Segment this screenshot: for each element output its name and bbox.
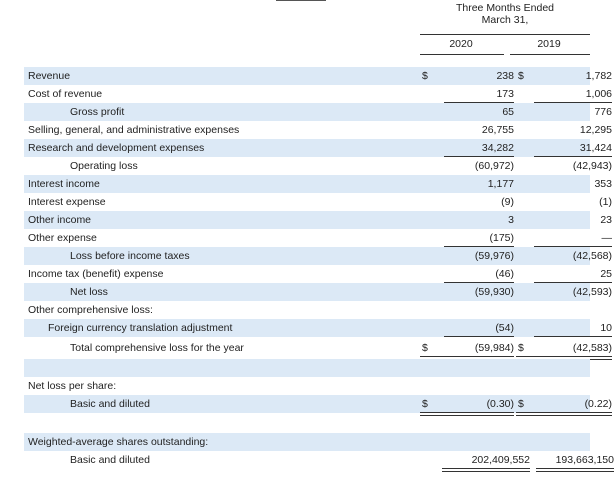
- table-row-other-comprehensive-loss-header: [24, 301, 590, 319]
- value-2020: 34,282: [481, 142, 514, 154]
- period-underline: [420, 34, 590, 35]
- value-2019: 1,782: [585, 70, 612, 82]
- row-label: Cost of revenue: [28, 88, 103, 100]
- row-label: Foreign currency translation adjustment: [48, 322, 233, 334]
- table-row-income-tax: [24, 265, 612, 283]
- table-row-other-expense: [24, 229, 612, 247]
- row-label: Other comprehensive loss:: [28, 304, 153, 316]
- value-2019: (42,583): [572, 342, 612, 354]
- value-2019: 353: [594, 178, 612, 190]
- row-label: Income tax (benefit) expense: [28, 268, 164, 280]
- table-row-revenue: [24, 67, 612, 85]
- top-rule: [276, 0, 326, 1]
- table-row-interest-income: [24, 175, 612, 193]
- column-2020-header: 2020: [449, 38, 473, 50]
- row-label: Interest expense: [28, 196, 106, 208]
- value-2020: 65: [502, 106, 514, 118]
- table-row-interest-expense: [24, 193, 612, 211]
- period-line-1: Three Months Ended: [455, 2, 555, 14]
- value-2019: (42,943): [572, 160, 612, 172]
- subtotal-underline: [534, 336, 612, 337]
- value-2019: (42,568): [572, 250, 612, 262]
- row-label: Gross profit: [70, 106, 125, 118]
- value-2020: (9): [501, 196, 514, 208]
- row-label: Net loss per share:: [28, 380, 117, 392]
- table-row-other-income: [24, 211, 612, 229]
- value-2020: (54): [495, 322, 514, 334]
- value-2019: (0.22): [584, 398, 612, 410]
- table-row-loss-before-income-taxes: [24, 247, 612, 265]
- currency-symbol: $: [518, 398, 524, 410]
- total-double-underline: [536, 468, 614, 472]
- table-row-spacer: [24, 359, 590, 377]
- table-row-rnd: [24, 139, 612, 157]
- row-label: Loss before income taxes: [70, 250, 190, 262]
- value-2019: 1,006: [585, 88, 612, 100]
- period-header: [420, 2, 590, 26]
- currency-symbol: $: [518, 342, 524, 354]
- value-2020: 26,755: [481, 124, 514, 136]
- table-row-weighted-average-shares-basic: [24, 451, 614, 469]
- table-row-net-loss: [24, 283, 612, 301]
- row-label: Other income: [28, 214, 92, 226]
- table-row-net-loss-per-share-basic: [24, 395, 612, 413]
- value-2020: (0.30): [486, 398, 514, 410]
- value-2020: (175): [489, 232, 514, 244]
- row-label: Net loss: [70, 286, 108, 298]
- table-row-gross-profit: [24, 103, 612, 121]
- total-double-underline: [516, 412, 612, 416]
- value-2020: 173: [496, 88, 514, 100]
- value-2020: (59,984): [474, 342, 514, 354]
- value-2019: 12,295: [579, 124, 612, 136]
- row-label: Basic and diluted: [70, 398, 150, 410]
- column-2019-header: 2019: [537, 38, 561, 50]
- table-row-operating-loss: [24, 157, 612, 175]
- table-row-sga: [24, 121, 612, 139]
- value-2020: (59,930): [474, 286, 514, 298]
- column-2019-underline: [510, 54, 590, 55]
- value-2019: (42,593): [572, 286, 612, 298]
- total-double-underline: [442, 468, 530, 472]
- row-label: Other expense: [28, 232, 97, 244]
- column-2020-underline: [420, 54, 504, 55]
- value-2020: (59,976): [474, 250, 514, 262]
- currency-symbol: $: [422, 70, 428, 82]
- value-2019: 10: [600, 322, 612, 334]
- value-2020: 3: [508, 214, 514, 226]
- currency-symbol: $: [422, 398, 428, 410]
- table-row-fx-adjustment: [24, 319, 612, 337]
- value-2019: 776: [594, 106, 612, 118]
- subtotal-underline: [444, 336, 514, 337]
- value-2019: —: [601, 232, 612, 244]
- value-2019: 23: [600, 214, 612, 226]
- table-row-weighted-average-shares-header: [24, 433, 590, 451]
- value-2019: (1): [599, 196, 612, 208]
- value-2020: (60,972): [474, 160, 514, 172]
- row-label: Total comprehensive loss for the year: [70, 342, 244, 354]
- row-label: Research and development expenses: [28, 142, 205, 154]
- row-label: Revenue: [28, 70, 71, 82]
- value-2019: 193,663,150: [555, 454, 614, 466]
- row-label: Selling, general, and administrative expenses: [28, 124, 240, 136]
- currency-symbol: $: [422, 342, 428, 354]
- currency-symbol: $: [518, 70, 524, 82]
- value-2020: 1,177: [487, 178, 514, 190]
- table-row-total-comprehensive-loss: [24, 339, 612, 357]
- table-row-net-loss-per-share-header: [24, 377, 590, 395]
- value-2020: (46): [495, 268, 514, 280]
- table-row-cost-of-revenue: [24, 85, 612, 103]
- value-2019: 31,424: [579, 142, 612, 154]
- value-2019: 25: [600, 268, 612, 280]
- period-line-2: March 31,: [481, 14, 529, 26]
- value-2020: 238: [496, 70, 514, 82]
- row-label: Interest income: [28, 178, 100, 190]
- row-label: Operating loss: [70, 160, 138, 172]
- row-label: Weighted-average shares outstanding:: [28, 436, 209, 448]
- row-label: Basic and diluted: [70, 454, 150, 466]
- total-double-underline: [420, 412, 514, 416]
- value-2020: 202,409,552: [471, 454, 530, 466]
